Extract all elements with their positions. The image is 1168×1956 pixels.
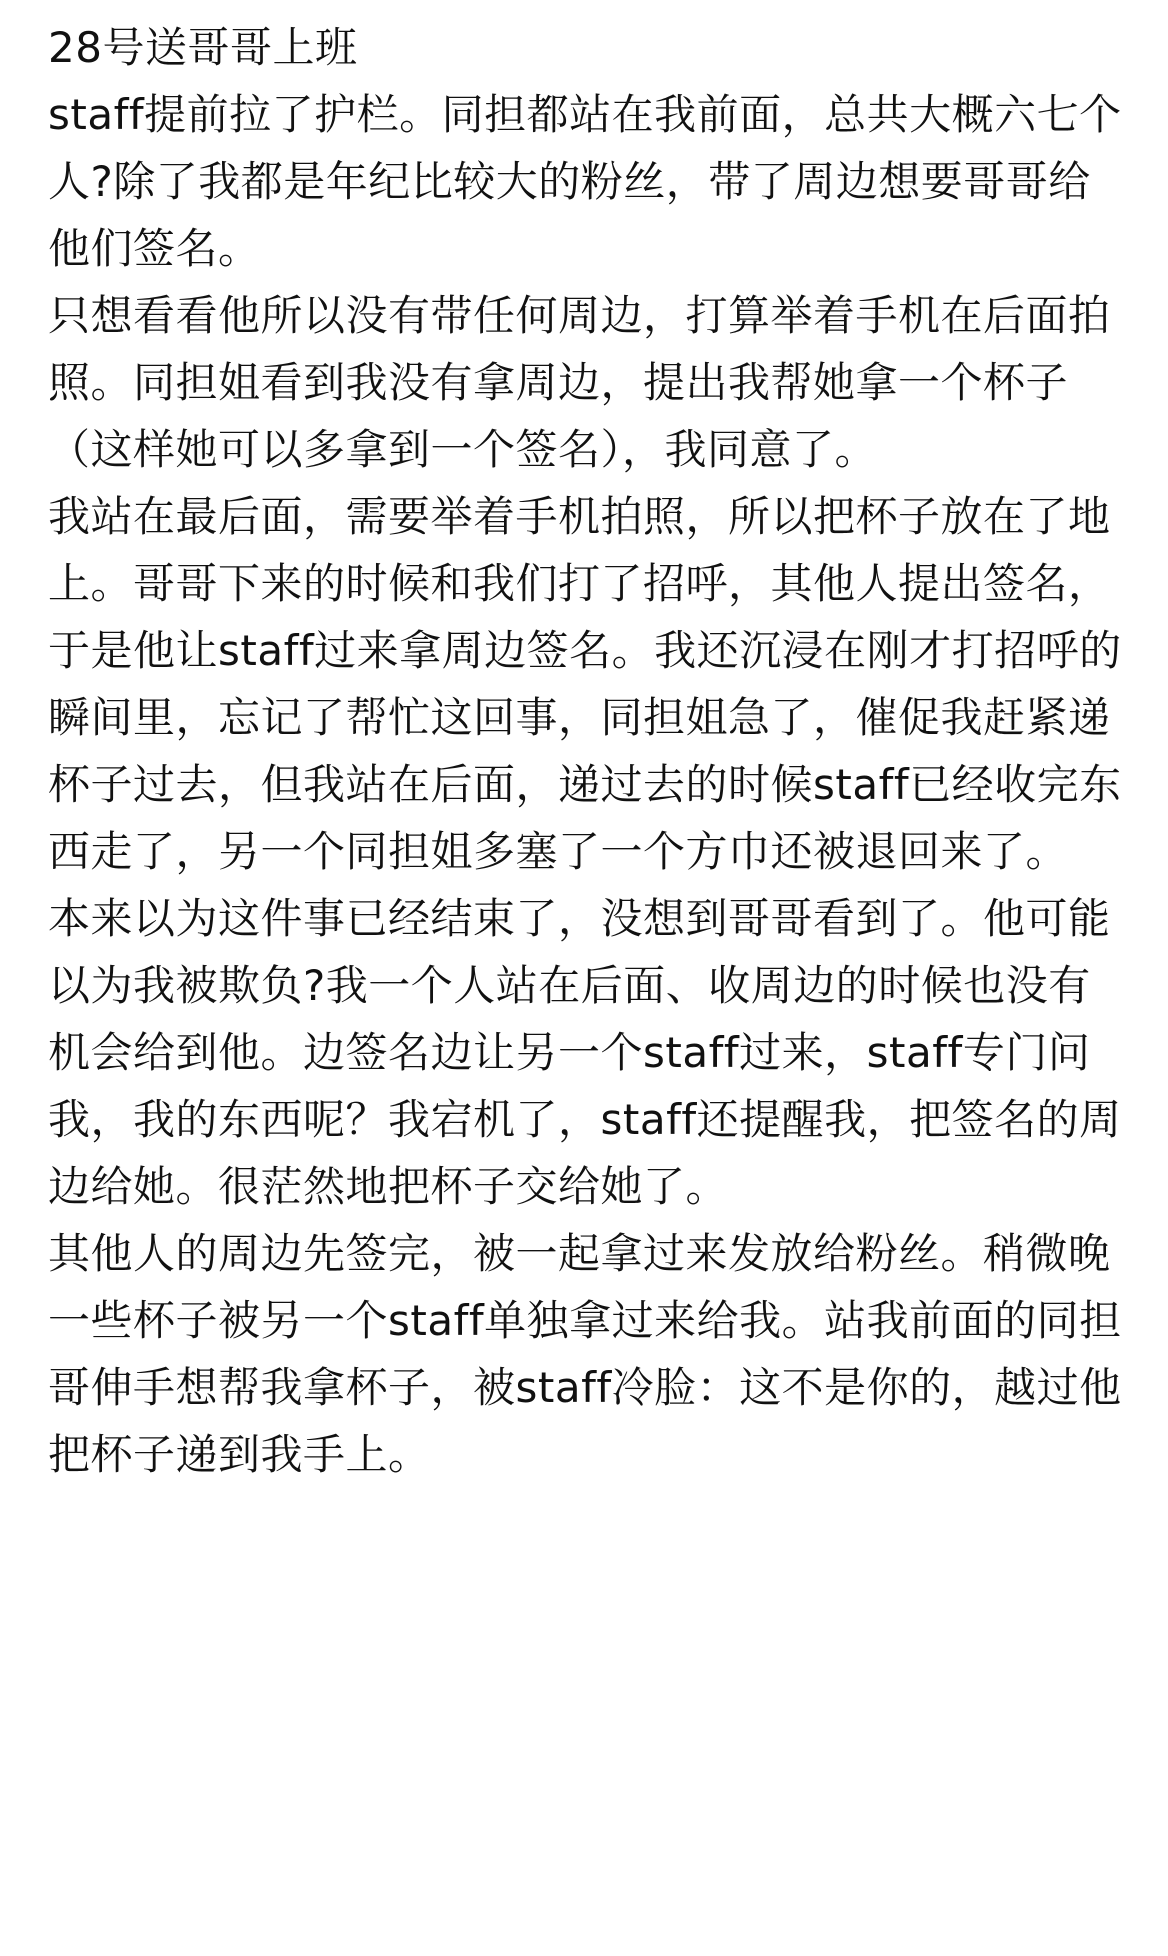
paragraph-3: 我站在最后面，需要举着手机拍照，所以把杯子放在了地上。哥哥下来的时候和我们打了招呼，其他人提出签名，于是他让staff过来拿周边签名。我还沉浸在刚才打招呼的瞬间里，忘记了帮忙这回事，同担姐急了，催促我赶紧递杯子过去，但我站在后面，递过去的时候staff已经收完东西走了，另一个同担姐多塞了一个方巾还被退回来了。 [48, 492, 1122, 876]
paragraph-1: staff提前拉了护栏。同担都站在我前面，总共大概六七个人?除了我都是年纪比较大的粉丝，带了周边想要哥哥给他们签名。 [48, 90, 1122, 273]
post-title: 28号送哥哥上班 [48, 23, 358, 72]
paragraph-2: 只想看看他所以没有带任何周边，打算举着手机在后面拍照。同担姐看到我没有拿周边，提出我帮她拿一个杯子（这样她可以多拿到一个签名），我同意了。 [48, 291, 1111, 474]
post-body [48, 14, 1128, 1488]
paragraph-4: 本来以为这件事已经结束了，没想到哥哥看到了。他可能以为我被欺负?我一个人站在后面、收周边的时候也没有机会给到他。边签名边让另一个staff过来，staff专门问我，我的东西呢？我宕机了，staff还提醒我，把签名的周边给她。很茫然地把杯子交给她了。 [48, 894, 1122, 1211]
paragraph-5: 其他人的周边先签完，被一起拿过来发放给粉丝。稍微晚一些杯子被另一个staff单独拿过来给我。站我前面的同担哥伸手想帮我拿杯子，被staff冷脸：这不是你的，越过他把杯子递到我手上。 [48, 1229, 1122, 1479]
